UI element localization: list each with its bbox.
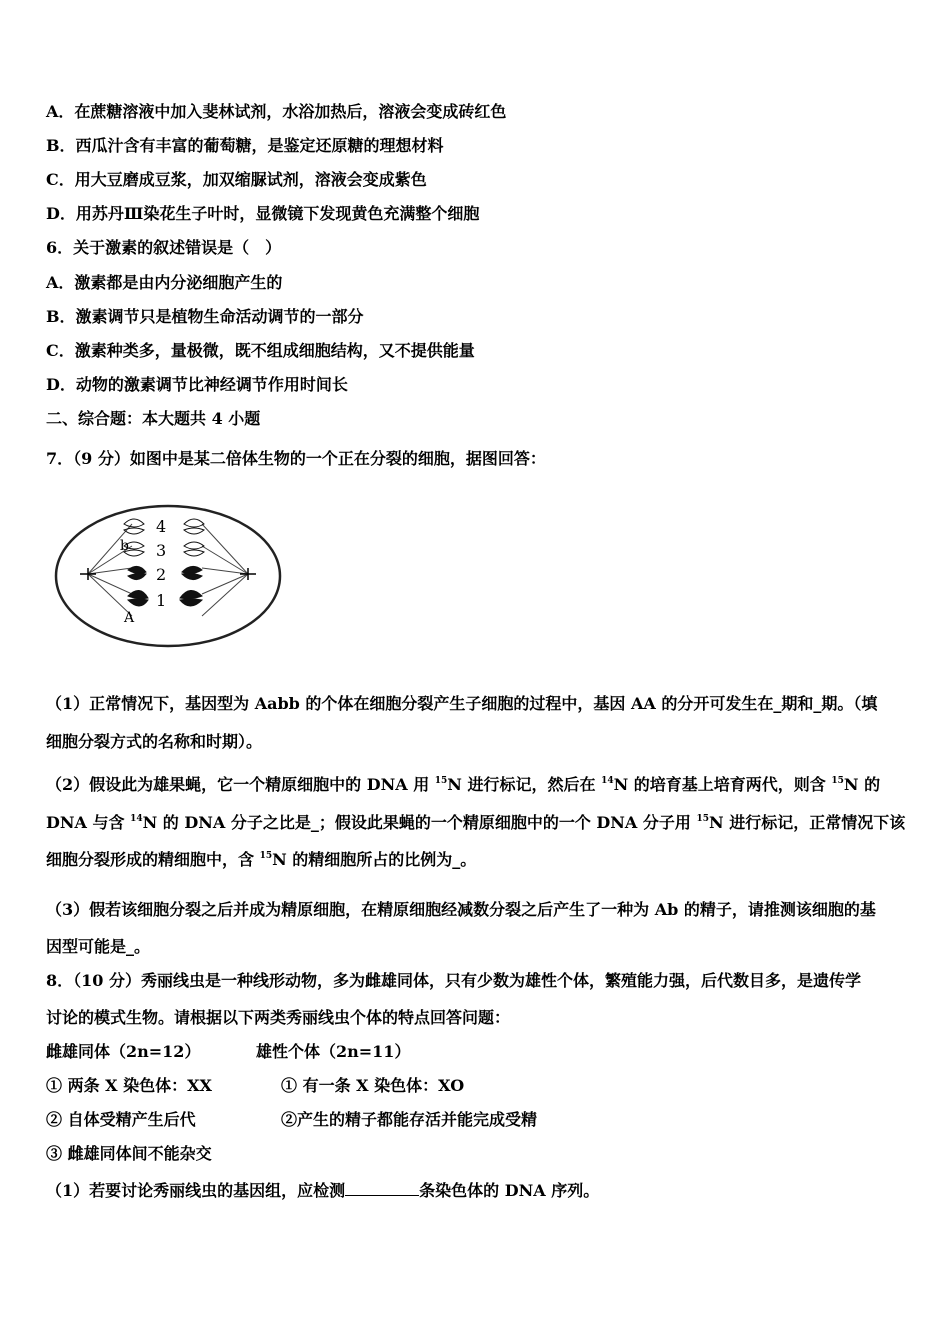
- q7p2-sup-6: 15: [259, 851, 273, 861]
- q7-stem: 7．（9 分）如图中是某二倍体生物的一个正在分裂的细胞，据图回答：: [46, 449, 546, 468]
- q7p2-sup-2: 14: [601, 776, 614, 786]
- q8-part1: [46, 1179, 599, 1201]
- q7p2-sup-3: 15: [831, 776, 844, 786]
- q8-col1-row3: ③ 雌雄同体间不能杂交: [46, 1144, 212, 1163]
- q8-stem-line1: 8．（10 分）秀丽线虫是一种线形动物，多为雌雄同体，只有少数为雄性个体，繁殖能力强，后代数目多，是遗传学: [46, 971, 861, 990]
- q7p2-text-d: N 的: [843, 775, 881, 794]
- q6-option-b: B．激素调节只是植物生命活动调节的一部分: [46, 307, 364, 326]
- cell-diagram: [52, 500, 288, 656]
- q7p2-text-b: N 进行标记，然后在: [447, 775, 602, 794]
- q7p2-sup-1: 15: [434, 776, 448, 786]
- q7-part1-line1: （1）正常情况下，基因型为 Aabb 的个体在细胞分裂产生子细胞的过程中，基因 AA 的分开可发生在_期和_期。（填: [46, 694, 878, 713]
- q8-stem-line2: 讨论的模式生物。请根据以下两类秀丽线虫个体的特点回答问题：: [46, 1008, 511, 1027]
- label-3: 3: [156, 541, 167, 560]
- chromosomes-left: [124, 519, 148, 606]
- q7-part2-line3: [46, 850, 476, 870]
- q5-option-a: A．在蔗糖溶液中加入斐林试剂，水浴加热后，溶液会变成砖红色: [46, 102, 507, 121]
- label-4: 4: [156, 517, 167, 536]
- cell-division-figure: [52, 500, 288, 656]
- q7p2-sup-5: 15: [696, 814, 710, 824]
- q8-col2-row1: ① 有一条 X 染色体：XO: [281, 1076, 465, 1095]
- q5-option-d: D．用苏丹Ⅲ染花生子叶时，显微镜下发现黄色充满整个细胞: [46, 204, 480, 223]
- q8p1-text-a: （1）若要讨论秀丽线虫的基因组，应检测: [46, 1181, 346, 1200]
- q7-part2-line1: [46, 775, 880, 795]
- q7-part2-line2: [46, 813, 905, 833]
- q7p2-text-c: N 的培育基上培育两代，则含: [613, 775, 832, 794]
- q7p2-text-g: N 进行标记，正常情况下该: [709, 813, 906, 832]
- q7-part1-line2: 细胞分裂方式的名称和时期）。: [46, 732, 263, 751]
- q7-part3-line2: 因型可能是_。: [46, 937, 151, 956]
- label-b: b: [120, 538, 129, 554]
- q7p2-text-f: N 的 DNA 分子之比是_；假设此果蝇的一个精原细胞中的一个 DNA 分子用: [142, 813, 697, 832]
- q6-option-a: A．激素都是由内分泌细胞产生的: [46, 273, 283, 292]
- q8p1-text-b: 条染色体的 DNA 序列。: [419, 1181, 600, 1200]
- q8-col1-row2: ② 自体受精产生后代: [46, 1110, 196, 1129]
- q7p2-text-i: N 的精细胞所占的比例为_。: [272, 850, 477, 869]
- centrosome-left: [80, 568, 96, 580]
- q6-option-d: D．动物的激素调节比神经调节作用时间长: [46, 375, 348, 394]
- q5-option-c: C．用大豆磨成豆浆，加双缩脲试剂，溶液会变成紫色: [46, 170, 427, 189]
- q8-col2-row2: ②产生的精子都能存活并能完成受精: [281, 1110, 538, 1129]
- answer-blank[interactable]: [345, 1179, 419, 1196]
- q7-part3-line1: （3）假若该细胞分裂之后并成为精原细胞，在精原细胞经减数分裂之后产生了一种为 Ab 的精子，请推测该细胞的基: [46, 900, 876, 919]
- centrosome-right: [240, 568, 256, 580]
- q7p2-text-a: （2）假设此为雄果蝇，它一个精原细胞中的 DNA 用: [46, 775, 435, 794]
- q7p2-text-h: 细胞分裂形成的精细胞中，含: [46, 850, 260, 869]
- q6-stem: 6．关于激素的叙述错误是（ ）: [46, 238, 282, 257]
- q8-col1-row1: ① 两条 X 染色体：XX: [46, 1076, 212, 1095]
- chromosomes-right: [180, 519, 204, 606]
- label-2: 2: [156, 565, 167, 584]
- q7p2-sup-4: 14: [130, 814, 143, 824]
- q6-option-c: C．激素种类多，量极微，既不组成细胞结构，又不提供能量: [46, 341, 475, 360]
- q7p2-text-e: DNA 与含: [46, 813, 131, 832]
- q5-option-b: B．西瓜汁含有丰富的葡萄糖，是鉴定还原糖的理想材料: [46, 136, 444, 155]
- q8-col1-header: 雌雄同体（2n=12）: [46, 1042, 201, 1061]
- q8-col2-header: 雄性个体（2n=11）: [256, 1042, 411, 1061]
- label-A: A: [124, 610, 135, 626]
- spindle-fibers: [88, 524, 248, 616]
- label-1: 1: [156, 591, 167, 610]
- section-heading: 二、综合题：本大题共 4 小题: [46, 409, 261, 428]
